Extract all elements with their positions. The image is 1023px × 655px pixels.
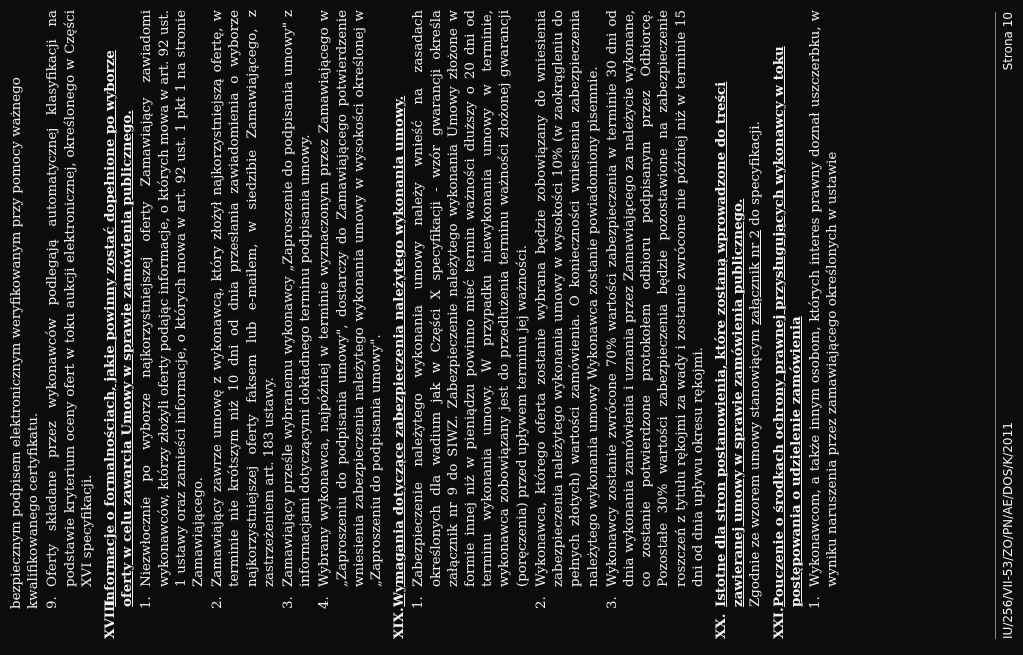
section-title: Pouczenie o środkach ochrony prawnej przysługujących wykonawcy w toku postępowania o udzielenie zamówienia xyxy=(770,46,804,607)
section-number: XVIII. xyxy=(102,594,119,639)
list-item xyxy=(807,10,841,609)
section-19-list xyxy=(410,10,706,639)
list-item xyxy=(44,10,96,609)
list-item xyxy=(533,10,602,609)
section-title: Informacje o formalnościach, jakie powinny zostać dopełnione po wyborze oferty w celu zawarcia Umowy w sprawie zamówienia publicznego. xyxy=(102,50,136,607)
item-text: Zamawiający zawrze umowę z wykonawcą, który złożył najkorzystniejszą ofertę, w terminie nie krótszym niż 10 dni od dnia przesłania zawiadomienia o wyborze najkorzystniejszej oferty faksem lub e-mailem, w siedzibie Zamawiającego, z zastrzeżeniem art. 183 ustawy. xyxy=(210,10,277,587)
item-text: Wykonawcom, a także innym osobom, których interes prawny doznał uszczerbku, w wyniku naruszenia przez zamawiającego określonych w ustawie xyxy=(807,10,841,587)
list-item xyxy=(209,10,278,609)
item-number: 1. xyxy=(411,596,427,609)
section-18-list xyxy=(138,10,385,639)
document-reference: IU/256/VII-53/ZO/PN/AE/DOS/K/2011 xyxy=(1000,422,1015,639)
intro-line-2: kwalifikowanego certyfikatu. xyxy=(26,412,42,609)
item-text: Wykonawca, którego oferta zostanie wybrana będzie zobowiązany do wniesienia zabezpieczenia należytego wykonania umowy w wysokości 10% (w zaokrągleniu do pełnych złotych) wartości zamówienia. O konieczności wniesienia zabezpieczenia należytego wykonania umowy Wykonawca zostanie powiadomiony pisemnie. xyxy=(533,10,601,587)
item-number: 2. xyxy=(533,596,549,609)
body-text: do specyfikacji. xyxy=(748,121,764,230)
page-number: Strona 10 xyxy=(1000,12,1015,71)
item-text: Niezwłocznie po wyborze najkorzystniejszej oferty Zamawiający zawiadomi wykonawców, którzy złożyli oferty podając informacje, o których mowa w art. 92 ust. 1 ustawy oraz zamieści informacje, o których mowa w art. 92 ust. 1 pkt 1 na stronie Zamawiającego. xyxy=(139,10,207,587)
item-text: Oferty składane przez wykonawców podlegają automatycznej klasyfikacji na podstawie kryterium oceny ofert w toku aukcji elektronicznej, określonego w Części XVI specyfikacji. xyxy=(45,10,95,587)
page-footer xyxy=(995,12,1017,639)
list-item xyxy=(604,10,707,609)
item-number: 4. xyxy=(317,596,333,609)
item-number: 1. xyxy=(807,596,823,609)
item-text: Zabezpieczenie należytego wykonania umowy należy wnieść na zasadach określonych dla wadium jak w Części X specyfikacji - wzór gwarancji określa załącznik nr 9 do SIWZ. Zabezpieczenie należytego wykonania Umowy złożone w formie innej niż w pieniądzu powinno mieć termin ważności dłuższy o 20 dni od terminu wykonania umowy. W przypadku niewykonania umowy w terminie, wykonawca zobowiązany jest do przedłużenia terminu ważności złożonej gwarancji (poręczenia) przed upływem terminu jej ważności. xyxy=(411,10,530,587)
list-item xyxy=(316,10,385,609)
section-heading xyxy=(771,10,805,639)
item-number: 2. xyxy=(210,596,226,609)
section-number: XIX. xyxy=(391,607,408,639)
item-number: 9. xyxy=(45,596,61,609)
section-number: XX. xyxy=(712,613,729,639)
section-heading xyxy=(391,10,408,639)
item-number: 1. xyxy=(139,596,155,609)
item-text: Wybrany wykonawca, najpóźniej w terminie wyznaczonym przez Zamawiającego w „Zaproszeniu do podpisania umowy", dostarczy do Zamawiającego potwierdzenie wniesienia zabezpieczenia należytego wykonania umowy w wysokości określonej w „Zaproszeniu do podpisania umowy". xyxy=(317,10,385,587)
section-title: Wymagania dotyczące zabezpieczenia należytego wykonania umowy. xyxy=(391,95,408,607)
section-title: Istotne dla stron postanowienia, które zostaną wprowadzone do treści zawieranej umowy w sprawie zamówienia publicznego. xyxy=(712,81,747,607)
section-heading xyxy=(102,10,136,639)
section-number: XXI. xyxy=(770,607,787,639)
body-text: Zgodnie ze wzorem umowy stanowiącym xyxy=(748,324,764,607)
section-20-body xyxy=(747,10,764,639)
item-text: Wykonawcy zostanie zwrócone 70% wartości zabezpieczenia w terminie 30 dni od dnia wykonania zamówienia i uznania przez Zamawiającego za należycie wykonane, co zostanie potwierdzone protokołem odbioru podpisanym przez Odbiorcę. Pozostałe 30% wartości zabezpieczenia będzie pozostawione na zabezpieczenie roszczeń z tytułu rękojmi za wady i zostanie zwrócone nie później niż w terminie 15 dni od dnia upływu okresu rękojmi. xyxy=(604,10,706,587)
section-heading xyxy=(713,10,747,639)
list-item xyxy=(410,10,530,609)
intro-line-1: bezpiecznym podpisem elektronicznym weryfikowanym przy pomocy ważnego xyxy=(9,77,24,609)
item-number: 3. xyxy=(604,596,620,609)
item-text: Zamawiający prześle wybranemu wykonawcy „Zaproszenie do podpisania umowy" z informacjami dotyczącymi dokładnego terminu podpisania umowy. xyxy=(281,10,314,587)
list-item xyxy=(280,10,314,609)
item-number: 3. xyxy=(281,596,297,609)
list-item xyxy=(138,10,207,609)
attachment-reference: załącznik nr 2 xyxy=(748,229,764,325)
